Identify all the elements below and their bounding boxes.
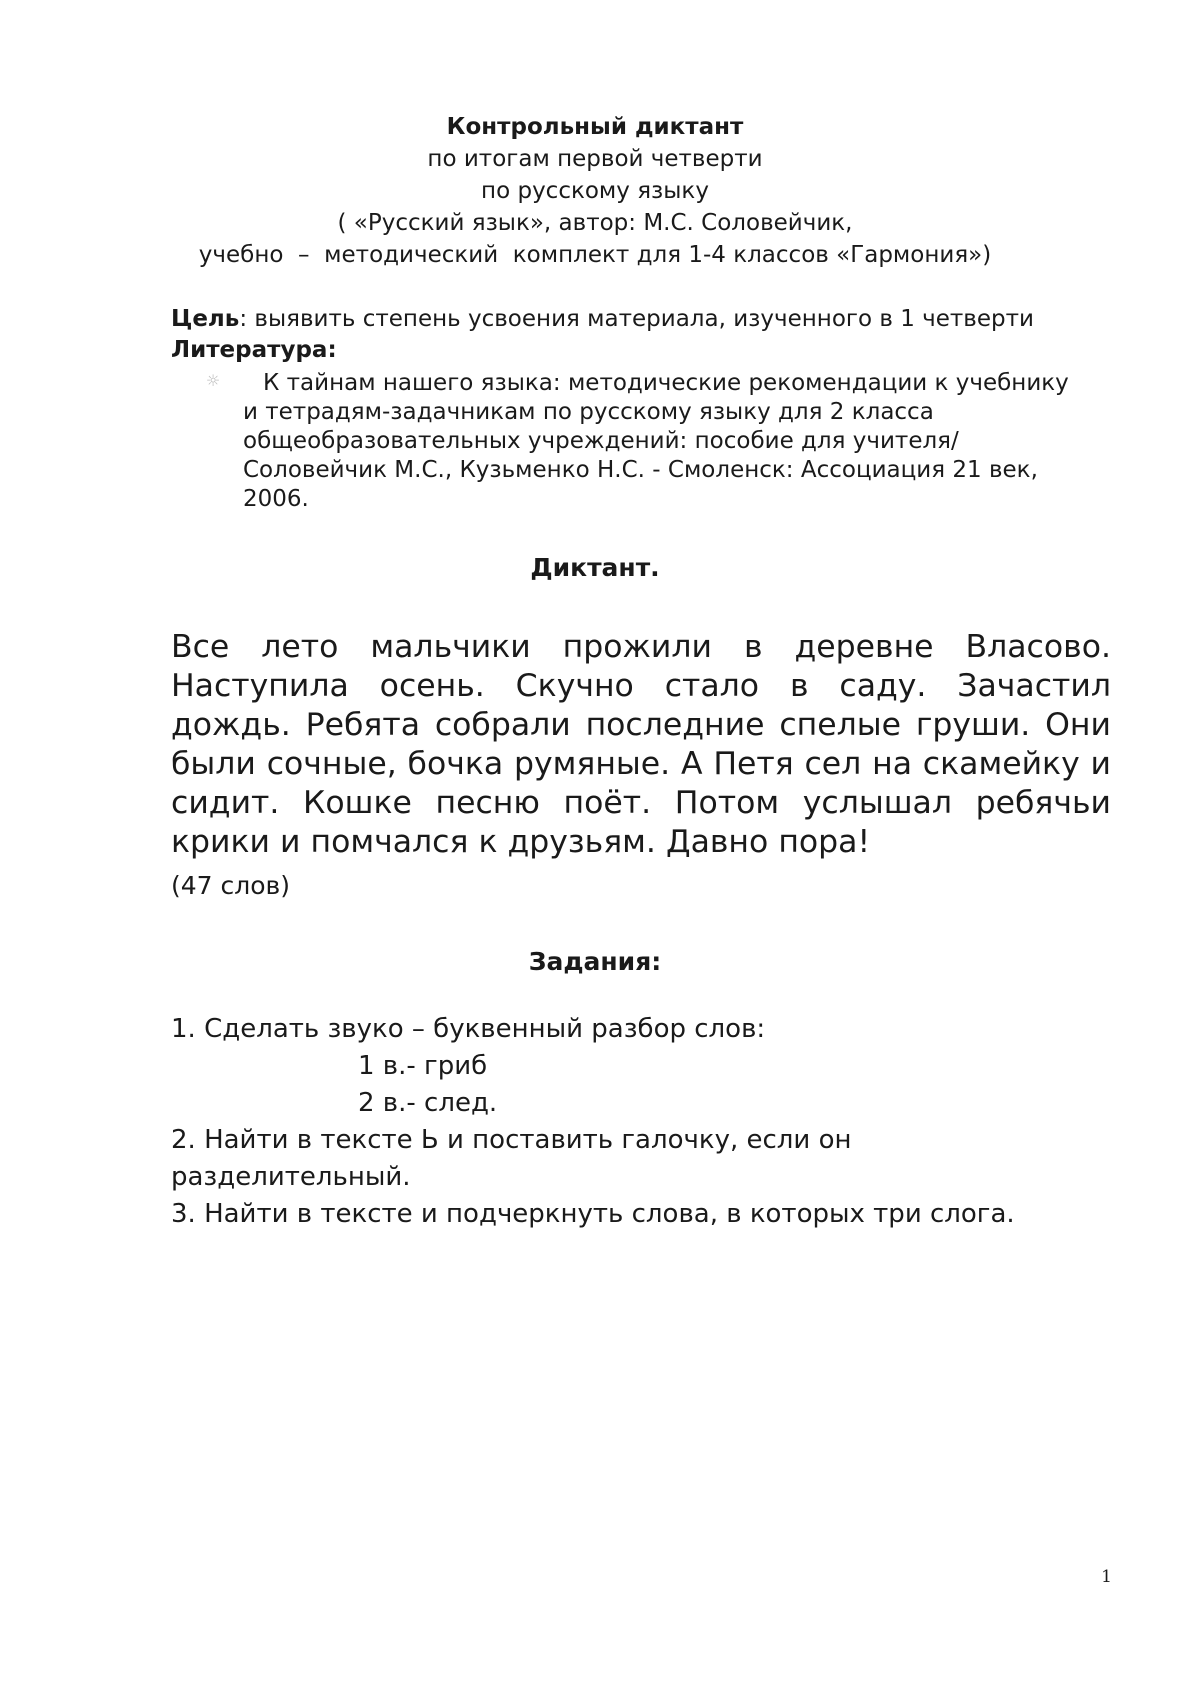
subtitle-line-2: по русскому языку <box>481 178 709 204</box>
subtitle-line-1: по итогам первой четверти <box>427 146 763 172</box>
literature-line: общеобразовательных учреждений: пособие для учителя/ <box>243 428 959 454</box>
task-1: 1. Сделать звуко – буквенный разбор слов: <box>171 1014 766 1044</box>
goal-label: Цель <box>171 306 240 332</box>
task-2-line-2: разделительный. <box>171 1162 411 1192</box>
dictation-title: Диктант. <box>530 553 660 582</box>
sun-bullet-icon: ☼ <box>205 371 221 390</box>
dictation-text: Все лето мальчики прожили в деревне Власово. Наступила осень. Скучно стало в саду. Зачастил дождь. Ребята собрали последние спелые груши. Они были сочные, бочка румяные. А Петя сел на скамейку и сидит. Кошке песню поёт. Потом услышал ребячьи крики и помчался к друзьям. Давно пора! <box>171 629 1111 860</box>
task-1-variant-2: 2 в.- след. <box>358 1088 498 1118</box>
document-title: Контрольный диктант <box>446 114 744 140</box>
goal-text: : выявить степень усвоения материала, изученного в 1 четверти <box>239 306 1034 332</box>
word-count: (47 слов) <box>171 871 291 900</box>
literature-line: Соловейчик М.С., Кузьменко Н.С. - Смоленск: Ассоциация 21 век, <box>243 457 1038 483</box>
tasks-title: Задания: <box>528 947 662 976</box>
goal-paragraph <box>171 304 1034 334</box>
literature-line: К тайнам нашего языка: методические рекомендации к учебнику <box>263 370 1069 396</box>
page-number: 1 <box>1101 1567 1112 1587</box>
subtitle-line-3: ( «Русский язык», автор: М.С. Соловейчик, <box>337 210 853 236</box>
task-2-line-1: 2. Найти в тексте Ь и поставить галочку, если он <box>171 1125 852 1155</box>
literature-line: и тетрадям-задачникам по русскому языку для 2 класса <box>243 399 934 425</box>
literature-label: Литература: <box>171 337 337 363</box>
task-3: 3. Найти в тексте и подчеркнуть слова, в которых три слога. <box>171 1199 1015 1229</box>
literature-line: 2006. <box>243 486 309 512</box>
subtitle-line-4: учебно – методический комплект для 1-4 классов «Гармония») <box>198 242 992 268</box>
task-1-variant-1: 1 в.- гриб <box>358 1051 488 1081</box>
literature-item <box>243 369 1103 514</box>
